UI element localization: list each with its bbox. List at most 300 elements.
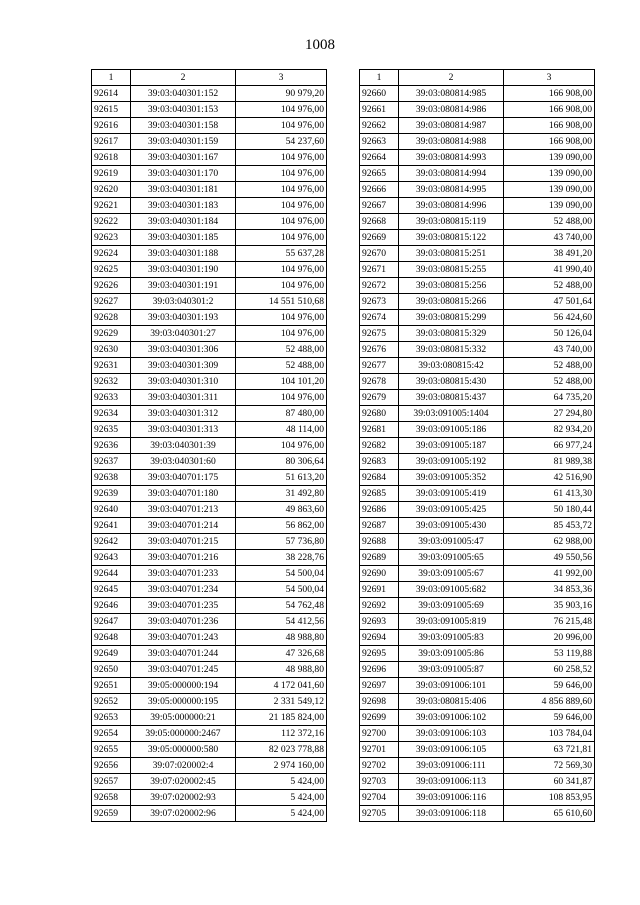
- cadastral-value: 104 976,00: [236, 278, 327, 294]
- cadastral-value: 52 488,00: [504, 214, 595, 230]
- row-number: 92683: [360, 454, 399, 470]
- cadastral-value: 104 976,00: [236, 182, 327, 198]
- cadastral-value: 139 090,00: [504, 150, 595, 166]
- table-row: [360, 470, 595, 486]
- cadastral-value: 63 721,81: [504, 742, 595, 758]
- row-number: 92644: [92, 566, 131, 582]
- page-number: 1008: [305, 37, 335, 53]
- row-number: 92664: [360, 150, 399, 166]
- row-number: 92659: [92, 806, 131, 822]
- table-row: [92, 246, 327, 262]
- cadastral-number: 39:03:080815:266: [399, 294, 504, 310]
- row-number: 92705: [360, 806, 399, 822]
- row-number: 92617: [92, 134, 131, 150]
- cadastral-table-right: [359, 69, 595, 822]
- cadastral-value: 166 908,00: [504, 134, 595, 150]
- cadastral-number: 39:05:000000:580: [131, 742, 236, 758]
- cadastral-value: 49 550,56: [504, 550, 595, 566]
- table-header-row: [92, 70, 327, 86]
- cadastral-number: 39:03:091005:425: [399, 502, 504, 518]
- cadastral-value: 48 988,80: [236, 662, 327, 678]
- table-row: [92, 214, 327, 230]
- table-row: [92, 678, 327, 694]
- table-row: [92, 550, 327, 566]
- cadastral-value: 43 740,00: [504, 342, 595, 358]
- table-row: [92, 742, 327, 758]
- cadastral-number: 39:03:080814:996: [399, 198, 504, 214]
- row-number: 92663: [360, 134, 399, 150]
- table-row: [360, 582, 595, 598]
- table-row: [92, 310, 327, 326]
- row-number: 92690: [360, 566, 399, 582]
- cadastral-value: 41 992,00: [504, 566, 595, 582]
- row-number: 92662: [360, 118, 399, 134]
- table-row: [92, 406, 327, 422]
- cadastral-number: 39:03:091005:419: [399, 486, 504, 502]
- table-row: [92, 598, 327, 614]
- cadastral-number: 39:03:080815:255: [399, 262, 504, 278]
- table-row: [360, 646, 595, 662]
- cadastral-number: 39:03:091005:83: [399, 630, 504, 646]
- cadastral-value: 47 326,68: [236, 646, 327, 662]
- cadastral-number: 39:03:040701:215: [131, 534, 236, 550]
- cadastral-value: 87 480,00: [236, 406, 327, 422]
- table-row: [360, 150, 595, 166]
- cadastral-value: 5 424,00: [236, 790, 327, 806]
- cadastral-number: 39:03:091005:187: [399, 438, 504, 454]
- row-number: 92674: [360, 310, 399, 326]
- cadastral-value: 60 258,52: [504, 662, 595, 678]
- table-row: [92, 166, 327, 182]
- cadastral-value: 103 784,04: [504, 726, 595, 742]
- cadastral-number: 39:03:091005:352: [399, 470, 504, 486]
- cadastral-value: 90 979,20: [236, 86, 327, 102]
- table-row: [92, 710, 327, 726]
- row-number: 92639: [92, 486, 131, 502]
- row-number: 92691: [360, 582, 399, 598]
- cadastral-number: 39:03:040301:184: [131, 214, 236, 230]
- row-number: 92635: [92, 422, 131, 438]
- cadastral-value: 76 215,48: [504, 614, 595, 630]
- cadastral-number: 39:03:040301:181: [131, 182, 236, 198]
- cadastral-number: 39:05:000000:195: [131, 694, 236, 710]
- cadastral-number: 39:03:040701:214: [131, 518, 236, 534]
- table-row: [360, 182, 595, 198]
- row-number: 92669: [360, 230, 399, 246]
- cadastral-value: 56 862,00: [236, 518, 327, 534]
- row-number: 92658: [92, 790, 131, 806]
- table-row: [92, 518, 327, 534]
- cadastral-number: 39:03:080814:993: [399, 150, 504, 166]
- table-row: [360, 86, 595, 102]
- cadastral-number: 39:03:080814:995: [399, 182, 504, 198]
- row-number: 92648: [92, 630, 131, 646]
- cadastral-value: 4 856 889,60: [504, 694, 595, 710]
- table-row: [92, 470, 327, 486]
- row-number: 92704: [360, 790, 399, 806]
- cadastral-number: 39:03:080814:986: [399, 102, 504, 118]
- cadastral-value: 108 853,95: [504, 790, 595, 806]
- row-number: 92638: [92, 470, 131, 486]
- cadastral-value: 52 488,00: [504, 374, 595, 390]
- row-number: 92631: [92, 358, 131, 374]
- cadastral-value: 21 185 824,00: [236, 710, 327, 726]
- cadastral-number: 39:03:080815:251: [399, 246, 504, 262]
- cadastral-value: 52 488,00: [504, 278, 595, 294]
- table-row: [360, 806, 595, 822]
- row-number: 92647: [92, 614, 131, 630]
- table-row: [92, 438, 327, 454]
- row-number: 92633: [92, 390, 131, 406]
- table-row: [360, 774, 595, 790]
- cadastral-number: 39:03:091005:819: [399, 614, 504, 630]
- table-row: [360, 566, 595, 582]
- table-row: [92, 806, 327, 822]
- table-row: [360, 102, 595, 118]
- cadastral-value: 54 762,48: [236, 598, 327, 614]
- cadastral-number: 39:03:091006:103: [399, 726, 504, 742]
- row-number: 92698: [360, 694, 399, 710]
- row-number: 92630: [92, 342, 131, 358]
- cadastral-value: 59 646,00: [504, 678, 595, 694]
- table-row: [92, 774, 327, 790]
- cadastral-value: 55 637,28: [236, 246, 327, 262]
- cadastral-value: 104 976,00: [236, 166, 327, 182]
- cadastral-value: 35 903,16: [504, 598, 595, 614]
- cadastral-value: 59 646,00: [504, 710, 595, 726]
- cadastral-number: 39:03:091005:65: [399, 550, 504, 566]
- cadastral-value: 5 424,00: [236, 774, 327, 790]
- table-row: [360, 790, 595, 806]
- row-number: 92641: [92, 518, 131, 534]
- table-row: [92, 118, 327, 134]
- table-row: [360, 662, 595, 678]
- table-row: [360, 758, 595, 774]
- cadastral-number: 39:03:040301:309: [131, 358, 236, 374]
- cadastral-value: 65 610,60: [504, 806, 595, 822]
- table-row: [360, 710, 595, 726]
- cadastral-value: 60 341,87: [504, 774, 595, 790]
- table-row: [92, 342, 327, 358]
- table-row: [360, 262, 595, 278]
- table-row: [92, 726, 327, 742]
- table-row: [92, 662, 327, 678]
- table-row: [92, 566, 327, 582]
- table-row: [360, 246, 595, 262]
- table-row: [360, 326, 595, 342]
- row-number: 92642: [92, 534, 131, 550]
- cadastral-value: 104 976,00: [236, 198, 327, 214]
- row-number: 92689: [360, 550, 399, 566]
- cadastral-number: 39:03:080815:119: [399, 214, 504, 230]
- cadastral-value: 54 500,04: [236, 582, 327, 598]
- cadastral-value: 104 976,00: [236, 118, 327, 134]
- row-number: 92650: [92, 662, 131, 678]
- column-header-cadastral-number: 2: [131, 70, 236, 86]
- row-number: 92621: [92, 198, 131, 214]
- row-number: 92657: [92, 774, 131, 790]
- cadastral-value: 82 934,20: [504, 422, 595, 438]
- table-row: [92, 534, 327, 550]
- cadastral-value: 104 976,00: [236, 102, 327, 118]
- cadastral-value: 27 294,80: [504, 406, 595, 422]
- cadastral-number: 39:03:040301:183: [131, 198, 236, 214]
- row-number: 92620: [92, 182, 131, 198]
- cadastral-number: 39:03:040701:235: [131, 598, 236, 614]
- cadastral-number: 39:03:091005:69: [399, 598, 504, 614]
- cadastral-value: 104 976,00: [236, 438, 327, 454]
- table-row: [92, 694, 327, 710]
- row-number: 92702: [360, 758, 399, 774]
- row-number: 92629: [92, 326, 131, 342]
- cadastral-value: 166 908,00: [504, 102, 595, 118]
- cadastral-number: 39:05:000000:194: [131, 678, 236, 694]
- cadastral-number: 39:03:091005:682: [399, 582, 504, 598]
- row-number: 92688: [360, 534, 399, 550]
- cadastral-value: 52 488,00: [236, 342, 327, 358]
- table-row: [360, 278, 595, 294]
- cadastral-number: 39:03:040701:216: [131, 550, 236, 566]
- cadastral-number: 39:03:040701:243: [131, 630, 236, 646]
- table-row: [360, 390, 595, 406]
- cadastral-number: 39:03:040701:245: [131, 662, 236, 678]
- table-row: [360, 726, 595, 742]
- cadastral-value: 64 735,20: [504, 390, 595, 406]
- cadastral-value: 49 863,60: [236, 502, 327, 518]
- row-number: 92666: [360, 182, 399, 198]
- table-row: [360, 454, 595, 470]
- cadastral-number: 39:03:091006:105: [399, 742, 504, 758]
- table-row: [92, 614, 327, 630]
- cadastral-number: 39:07:020002:96: [131, 806, 236, 822]
- cadastral-number: 39:03:040301:188: [131, 246, 236, 262]
- cadastral-number: 39:03:040701:233: [131, 566, 236, 582]
- table-row: [360, 630, 595, 646]
- row-number: 92643: [92, 550, 131, 566]
- table-row: [360, 502, 595, 518]
- cadastral-value: 20 996,00: [504, 630, 595, 646]
- cadastral-value: 47 501,64: [504, 294, 595, 310]
- table-row: [92, 502, 327, 518]
- cadastral-number: 39:03:040301:153: [131, 102, 236, 118]
- cadastral-number: 39:07:020002:4: [131, 758, 236, 774]
- cadastral-value: 72 569,30: [504, 758, 595, 774]
- cadastral-number: 39:07:020002:45: [131, 774, 236, 790]
- row-number: 92700: [360, 726, 399, 742]
- table-row: [360, 358, 595, 374]
- cadastral-value: 50 180,44: [504, 502, 595, 518]
- table-row: [92, 358, 327, 374]
- cadastral-number: 39:03:040301:306: [131, 342, 236, 358]
- row-number: 92649: [92, 646, 131, 662]
- cadastral-number: 39:03:080815:332: [399, 342, 504, 358]
- cadastral-number: 39:03:040701:175: [131, 470, 236, 486]
- table-row: [92, 102, 327, 118]
- table-row: [360, 438, 595, 454]
- cadastral-value: 56 424,60: [504, 310, 595, 326]
- row-number: 92670: [360, 246, 399, 262]
- cadastral-number: 39:03:091006:116: [399, 790, 504, 806]
- cadastral-number: 39:03:080815:256: [399, 278, 504, 294]
- table-row: [360, 598, 595, 614]
- row-number: 92684: [360, 470, 399, 486]
- row-number: 92627: [92, 294, 131, 310]
- row-number: 92654: [92, 726, 131, 742]
- table-row: [360, 550, 595, 566]
- row-number: 92653: [92, 710, 131, 726]
- row-number: 92625: [92, 262, 131, 278]
- cadastral-value: 66 977,24: [504, 438, 595, 454]
- cadastral-value: 104 976,00: [236, 310, 327, 326]
- cadastral-number: 39:03:091005:1404: [399, 406, 504, 422]
- table-row: [92, 262, 327, 278]
- cadastral-number: 39:03:040301:60: [131, 454, 236, 470]
- row-number: 92672: [360, 278, 399, 294]
- row-number: 92628: [92, 310, 131, 326]
- row-number: 92614: [92, 86, 131, 102]
- cadastral-number: 39:07:020002:93: [131, 790, 236, 806]
- table-row: [360, 406, 595, 422]
- cadastral-number: 39:03:080814:988: [399, 134, 504, 150]
- table-row: [92, 230, 327, 246]
- row-number: 92671: [360, 262, 399, 278]
- table-row: [92, 422, 327, 438]
- cadastral-number: 39:03:040301:312: [131, 406, 236, 422]
- row-number: 92686: [360, 502, 399, 518]
- table-row: [92, 86, 327, 102]
- cadastral-value: 54 412,56: [236, 614, 327, 630]
- row-number: 92687: [360, 518, 399, 534]
- table-row: [360, 198, 595, 214]
- table-row: [360, 294, 595, 310]
- row-number: 92632: [92, 374, 131, 390]
- cadastral-value: 166 908,00: [504, 118, 595, 134]
- table-row: [92, 326, 327, 342]
- cadastral-value: 52 488,00: [236, 358, 327, 374]
- row-number: 92675: [360, 326, 399, 342]
- cadastral-value: 104 101,20: [236, 374, 327, 390]
- table-row: [360, 422, 595, 438]
- cadastral-value: 104 976,00: [236, 326, 327, 342]
- row-number: 92661: [360, 102, 399, 118]
- cadastral-value: 38 491,20: [504, 246, 595, 262]
- row-number: 92660: [360, 86, 399, 102]
- table-row: [360, 614, 595, 630]
- table-row: [92, 278, 327, 294]
- table-row: [92, 582, 327, 598]
- row-number: 92694: [360, 630, 399, 646]
- cadastral-value: 104 976,00: [236, 214, 327, 230]
- table-row: [360, 342, 595, 358]
- cadastral-value: 41 990,40: [504, 262, 595, 278]
- cadastral-value: 51 613,20: [236, 470, 327, 486]
- table-row: [360, 310, 595, 326]
- cadastral-value: 166 908,00: [504, 86, 595, 102]
- row-number: 92680: [360, 406, 399, 422]
- row-number: 92699: [360, 710, 399, 726]
- cadastral-value: 85 453,72: [504, 518, 595, 534]
- cadastral-value: 48 114,00: [236, 422, 327, 438]
- row-number: 92655: [92, 742, 131, 758]
- cadastral-value: 61 413,30: [504, 486, 595, 502]
- row-number: 92656: [92, 758, 131, 774]
- cadastral-value: 52 488,00: [504, 358, 595, 374]
- row-number: 92696: [360, 662, 399, 678]
- cadastral-number: 39:03:091005:67: [399, 566, 504, 582]
- cadastral-number: 39:03:040301:185: [131, 230, 236, 246]
- cadastral-number: 39:03:091006:118: [399, 806, 504, 822]
- row-number: 92703: [360, 774, 399, 790]
- cadastral-number: 39:03:040301:159: [131, 134, 236, 150]
- cadastral-number: 39:03:040701:244: [131, 646, 236, 662]
- row-number: 92667: [360, 198, 399, 214]
- table-row: [92, 390, 327, 406]
- cadastral-value: 31 492,80: [236, 486, 327, 502]
- row-number: 92616: [92, 118, 131, 134]
- cadastral-number: 39:05:000000:21: [131, 710, 236, 726]
- cadastral-number: 39:03:040701:234: [131, 582, 236, 598]
- cadastral-number: 39:03:091005:192: [399, 454, 504, 470]
- cadastral-value: 38 228,76: [236, 550, 327, 566]
- cadastral-number: 39:05:000000:2467: [131, 726, 236, 742]
- row-number: 92626: [92, 278, 131, 294]
- table-row: [360, 230, 595, 246]
- column-header-number: 1: [92, 70, 131, 86]
- table-row: [92, 486, 327, 502]
- row-number: 92624: [92, 246, 131, 262]
- row-number: 92677: [360, 358, 399, 374]
- cadastral-number: 39:03:040701:180: [131, 486, 236, 502]
- column-header-cadastral-number: 2: [399, 70, 504, 86]
- row-number: 92685: [360, 486, 399, 502]
- cadastral-number: 39:03:091005:47: [399, 534, 504, 550]
- row-number: 92676: [360, 342, 399, 358]
- cadastral-value: 62 988,00: [504, 534, 595, 550]
- cadastral-number: 39:03:091006:101: [399, 678, 504, 694]
- row-number: 92636: [92, 438, 131, 454]
- table-row: [92, 630, 327, 646]
- cadastral-number: 39:03:091005:430: [399, 518, 504, 534]
- cadastral-number: 39:03:040301:313: [131, 422, 236, 438]
- cadastral-value: 14 551 510,68: [236, 294, 327, 310]
- cadastral-value: 54 237,60: [236, 134, 327, 150]
- cadastral-number: 39:03:040301:27: [131, 326, 236, 342]
- cadastral-value: 80 306,64: [236, 454, 327, 470]
- table-row: [92, 758, 327, 774]
- row-number: 92645: [92, 582, 131, 598]
- table-row: [360, 742, 595, 758]
- cadastral-number: 39:03:080814:985: [399, 86, 504, 102]
- cadastral-number: 39:03:080815:406: [399, 694, 504, 710]
- column-header-value: 3: [504, 70, 595, 86]
- row-number: 92682: [360, 438, 399, 454]
- cadastral-number: 39:03:091006:102: [399, 710, 504, 726]
- row-number: 92665: [360, 166, 399, 182]
- row-number: 92651: [92, 678, 131, 694]
- table-row: [360, 374, 595, 390]
- cadastral-value: 34 853,36: [504, 582, 595, 598]
- cadastral-number: 39:03:040701:236: [131, 614, 236, 630]
- cadastral-number: 39:03:040301:39: [131, 438, 236, 454]
- cadastral-number: 39:03:040301:193: [131, 310, 236, 326]
- row-number: 92681: [360, 422, 399, 438]
- row-number: 92619: [92, 166, 131, 182]
- cadastral-number: 39:03:080815:42: [399, 358, 504, 374]
- cadastral-number: 39:03:040301:170: [131, 166, 236, 182]
- cadastral-value: 104 976,00: [236, 390, 327, 406]
- table-row: [92, 134, 327, 150]
- table-row: [92, 790, 327, 806]
